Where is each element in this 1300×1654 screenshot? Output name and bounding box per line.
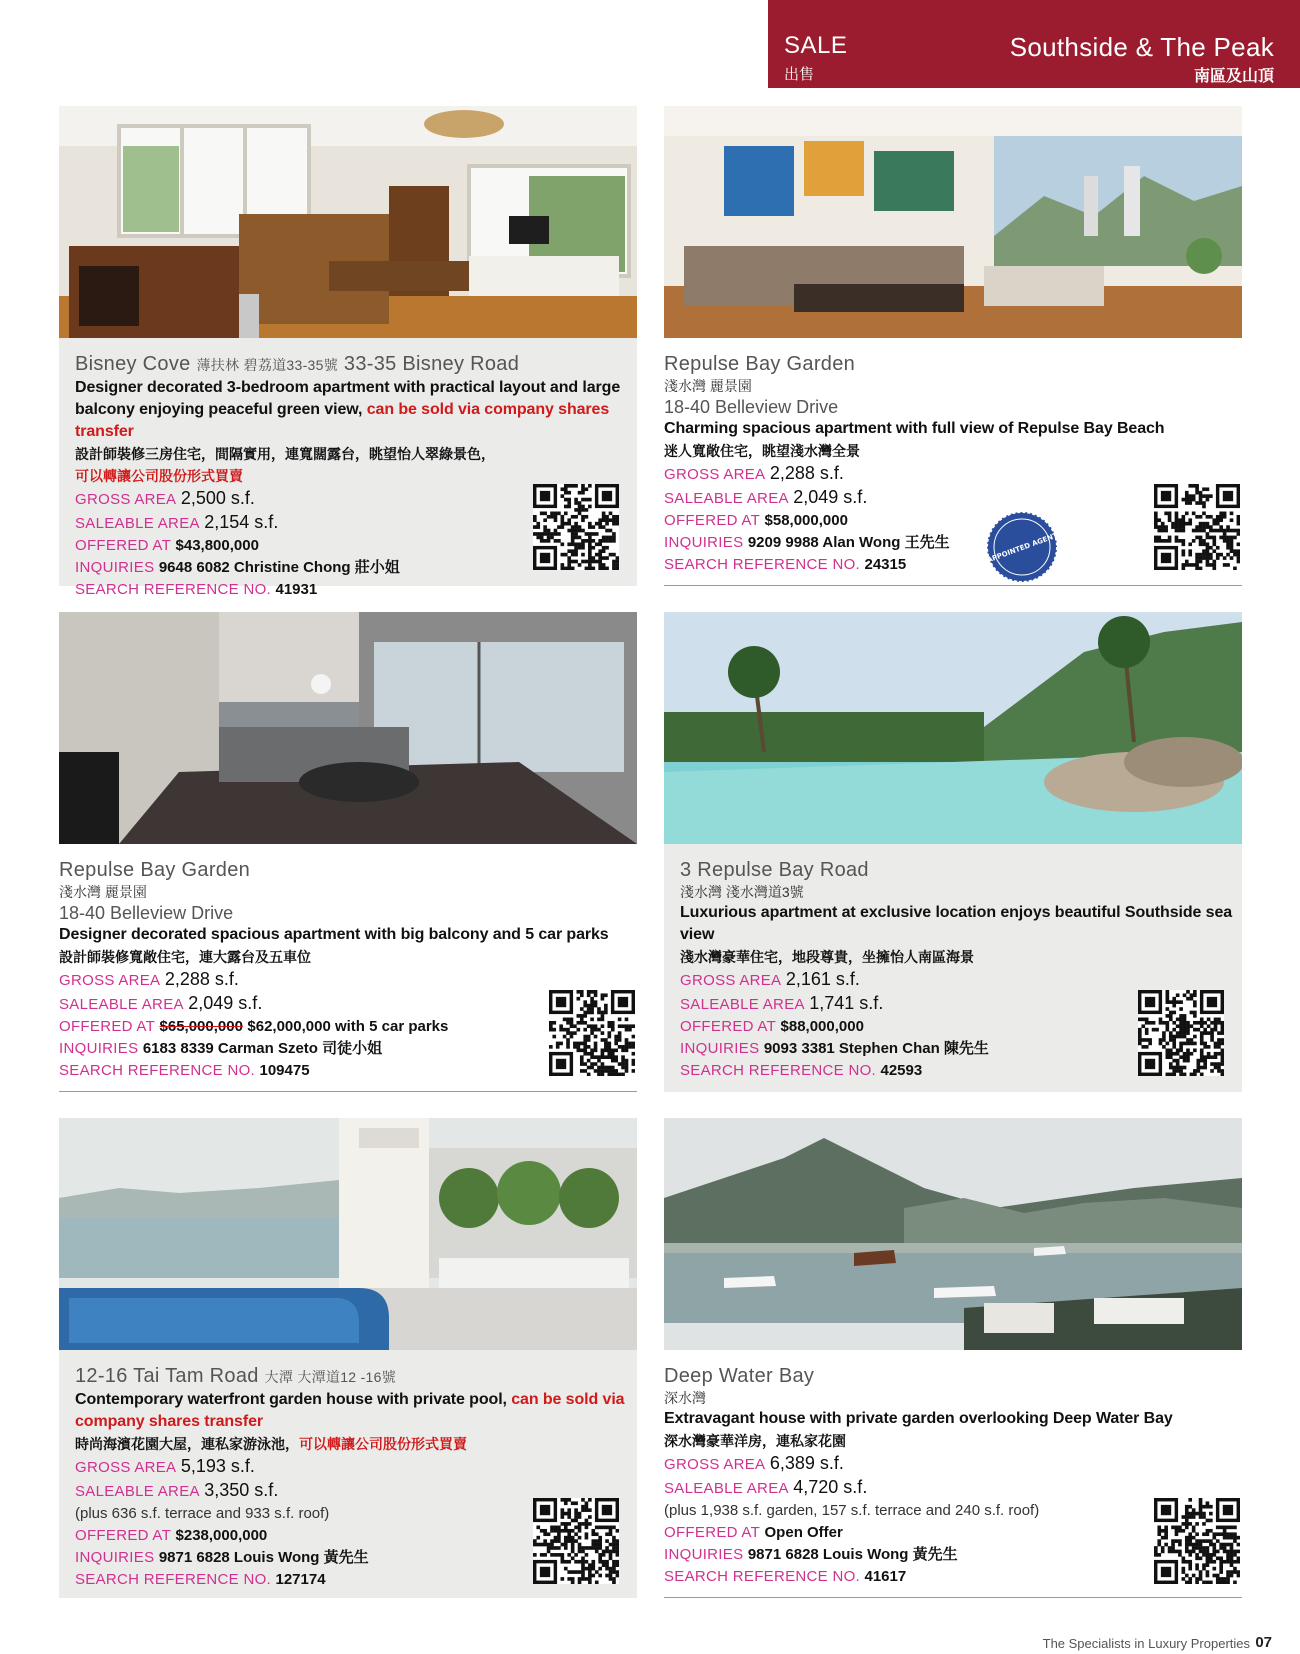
listing-title-zh: 淺水灣 麗景園 [664,378,752,394]
listing-address: 18-40 Belleview Drive [59,903,234,923]
gross-area-value: 2,161 s.f. [785,969,860,989]
inquiries-value[interactable]: 9871 6828 Louis Wong 黃先生 [747,1546,958,1563]
saleable-area-row: SALEABLE AREA 2,154 s.f. [75,512,279,532]
property-photo[interactable] [664,1118,1242,1350]
reference-row: SEARCH REFERENCE NO. 109475 [59,1062,310,1079]
shares-transfer-note-zh: 可以轉讓公司股份形式買賣 [299,1436,467,1452]
property-photo[interactable] [59,106,637,338]
offered-price-value: Open Offer [764,1524,843,1541]
sale-label: SALE [784,32,848,59]
offered-price-value: $238,000,000 [175,1527,268,1544]
reference-number: 41931 [275,581,318,598]
area-note: (plus 1,938 s.f. garden, 157 s.f. terrace and 240 s.f. roof) [664,1502,1040,1519]
listing-card[interactable] [664,612,1242,1092]
listing-description: Designer decorated spacious apartment with big balcony and 5 car parks [59,926,609,943]
listing-title[interactable]: 12-16 Tai Tam Road [75,1365,259,1387]
reference-number: 127174 [275,1571,326,1588]
inquiries-row: INQUIRIES 9648 6082 Christine Chong 莊小姐 [75,559,400,576]
gross-area-value: 5,193 s.f. [180,1456,255,1476]
region-title-zh: 南區及山頂 [1193,68,1274,85]
saleable-area-value: 2,049 s.f. [188,993,263,1013]
listing-title[interactable]: 3 Repulse Bay Road [680,859,869,881]
inquiries-row: INQUIRIES 9209 9988 Alan Wong 王先生 [664,534,950,551]
offered-price-row: OFFERED AT Open Offer [664,1524,843,1541]
inquiries-value[interactable]: 9871 6828 Louis Wong 黃先生 [158,1549,369,1566]
listing-title-zh: 薄扶林 碧荔道33-35號 [196,357,339,373]
listing-description: Charming spacious apartment with full view of Repulse Bay Beach [664,420,1165,437]
gross-area-row: GROSS AREA 5,193 s.f. [75,1456,255,1476]
listing-description: Designer decorated 3-bedroom apartment with practical layout and large balcony enjoying peaceful green view, can be sold via company shares transfer [75,379,621,440]
listing-address: 18-40 Belleview Drive [664,397,839,417]
saleable-area-value: 3,350 s.f. [204,1480,279,1500]
listing-title-zh: 淺水灣 淺水灣道3號 [680,884,804,900]
saleable-area-row: SALEABLE AREA 1,741 s.f. [680,993,884,1013]
reference-row: SEARCH REFERENCE NO. 42593 [680,1062,923,1079]
qr-code-icon[interactable] [533,1498,619,1584]
reference-row: SEARCH REFERENCE NO. 24315 [664,556,907,573]
inquiries-row: INQUIRIES 9093 3381 Stephen Chan 陳先生 [680,1040,989,1057]
saleable-area-value: 4,720 s.f. [793,1477,868,1497]
listing-card[interactable] [59,106,637,598]
offered-price-value: $62,000,000 with 5 car parks [247,1018,449,1035]
listing-title[interactable]: Deep Water Bay [664,1365,815,1387]
pool-photo-illustration [664,612,1242,844]
bay-view-photo-illustration [664,1118,1242,1350]
area-note: (plus 636 s.f. terrace and 933 s.f. roof) [75,1505,330,1522]
reference-number: 109475 [259,1062,310,1079]
inquiries-row: INQUIRIES 6183 8339 Carman Szeto 司徒小姐 [59,1040,383,1057]
listing-card[interactable] [664,106,1242,586]
page-number: 07 [1255,1634,1272,1651]
listing-title-line [75,352,637,377]
terrace-pool-photo-illustration [59,1118,637,1350]
gross-area-row: GROSS AREA 2,288 s.f. [664,463,844,483]
inquiries-row: INQUIRIES 9871 6828 Louis Wong 黃先生 [75,1549,369,1566]
region-title: Southside & The Peak [1009,32,1274,62]
qr-code-icon[interactable] [549,990,635,1076]
gross-area-row: GROSS AREA 2,288 s.f. [59,969,239,989]
listing-title[interactable]: Bisney Cove [75,353,191,375]
saleable-area-value: 2,049 s.f. [793,487,868,507]
listing-title[interactable]: Repulse Bay Garden [664,353,856,375]
listing-title-zh: 淺水灣 麗景園 [59,884,147,900]
property-photo[interactable] [59,612,637,844]
saleable-area-row: SALEABLE AREA 4,720 s.f. [664,1477,868,1497]
reference-row: SEARCH REFERENCE NO. 41617 [664,1568,907,1585]
interior-photo-illustration [664,106,1242,338]
inquiries-row: INQUIRIES 9871 6828 Louis Wong 黃先生 [664,1546,958,1563]
inquiries-value[interactable]: 9209 9988 Alan Wong 王先生 [747,534,950,551]
property-photo[interactable] [59,1118,637,1350]
offered-price-value: $88,000,000 [780,1018,864,1035]
listing-address: 33-35 Bisney Road [343,353,520,375]
offered-price-value: $58,000,000 [764,512,848,529]
reference-number: 24315 [864,556,907,573]
listing-description-zh: 時尚海濱花園大屋，連私家游泳池，可以轉讓公司股份形式買賣 [75,1436,467,1452]
saleable-area-row: SALEABLE AREA 3,350 s.f. [75,1480,279,1500]
listing-description-zh: 深水灣豪華洋房，連私家花園 [664,1433,846,1449]
reference-number: 42593 [880,1062,923,1079]
qr-code-icon[interactable] [1154,1498,1240,1584]
offered-price-row: OFFERED AT $58,000,000 [664,512,848,529]
gross-area-row: GROSS AREA 6,389 s.f. [664,1453,844,1473]
listing-title[interactable]: Repulse Bay Garden [59,859,251,881]
listing-description: Contemporary waterfront garden house with private pool, can be sold via company shares transfer [75,1391,625,1430]
section-header [768,0,1300,88]
qr-code-icon[interactable] [1154,484,1240,570]
listing-card[interactable] [59,612,637,1092]
reference-number: 41617 [864,1568,907,1585]
listing-description-zh: 設計師裝修三房住宅，間隔實用，連寬闊露台，眺望怡人翠綠景色， 可以轉讓公司股份形式買賣 [75,446,495,484]
appointed-agent-badge-icon [984,509,1060,585]
inquiries-value[interactable]: 6183 8339 Carman Szeto 司徒小姐 [142,1040,383,1057]
property-photo[interactable] [664,106,1242,338]
offered-price-row: OFFERED AT $65,000,000 $62,000,000 with 5 car parks [59,1018,449,1035]
qr-code-icon[interactable] [533,484,619,570]
listing-description-zh: 淺水灣豪華住宅，地段尊貴，坐擁怡人南區海景 [680,949,974,965]
shares-transfer-note: can be sold via company shares transfer [75,1391,625,1430]
saleable-area-row: SALEABLE AREA 2,049 s.f. [664,487,868,507]
gross-area-value: 2,288 s.f. [769,463,844,483]
gross-area-value: 2,288 s.f. [164,969,239,989]
listing-card[interactable] [664,1118,1242,1598]
saleable-area-value: 1,741 s.f. [809,993,884,1013]
reference-row: SEARCH REFERENCE NO. 41931 [75,581,318,598]
inquiries-value[interactable]: 9648 6082 Christine Chong 莊小姐 [158,559,400,576]
saleable-area-value: 2,154 s.f. [204,512,279,532]
offered-price-row: OFFERED AT $43,800,000 [75,537,259,554]
saleable-area-row: SALEABLE AREA 2,049 s.f. [59,993,263,1013]
sale-label-zh: 出售 [784,66,815,83]
shares-transfer-note: can be sold via company shares transfer [75,401,610,440]
listing-title-line [75,1364,637,1389]
property-photo[interactable] [664,612,1242,844]
interior-photo-illustration [59,106,637,338]
listing-description: Extravagant house with private garden overlooking Deep Water Bay [664,1410,1173,1427]
gross-area-row: GROSS AREA 2,500 s.f. [75,488,255,508]
listing-card[interactable] [59,1118,637,1598]
listing-description-zh: 設計師裝修寬敞住宅，連大露台及五車位 [59,949,311,965]
inquiries-value[interactable]: 9093 3381 Stephen Chan 陳先生 [763,1040,989,1057]
gross-area-row: GROSS AREA 2,161 s.f. [680,969,860,989]
qr-code-icon[interactable] [1138,990,1224,1076]
offered-price-value: $43,800,000 [175,537,259,554]
interior-photo-illustration [59,612,637,844]
listing-description: Luxurious apartment at exclusive location enjoys beautiful Southside sea view [680,904,1233,943]
reference-row: SEARCH REFERENCE NO. 127174 [75,1571,326,1588]
gross-area-value: 6,389 s.f. [769,1453,844,1473]
shares-transfer-note-zh: 可以轉讓公司股份形式買賣 [75,468,243,484]
offered-price-row: OFFERED AT $88,000,000 [680,1018,864,1035]
listing-description-zh: 迷人寬敞住宅，眺望淺水灣全景 [664,443,860,459]
offered-price-row: OFFERED AT $238,000,000 [75,1527,268,1544]
gross-area-value: 2,500 s.f. [180,488,255,508]
listing-title-zh: 大潭 大潭道12 -16號 [264,1369,397,1385]
footer-tagline: The Specialists in Luxury Properties [1042,1636,1250,1651]
listing-title-zh: 深水灣 [664,1390,706,1406]
badge-text: APPOINTED AGENT [985,531,1059,565]
previous-price: $65,000,000 [159,1018,243,1035]
